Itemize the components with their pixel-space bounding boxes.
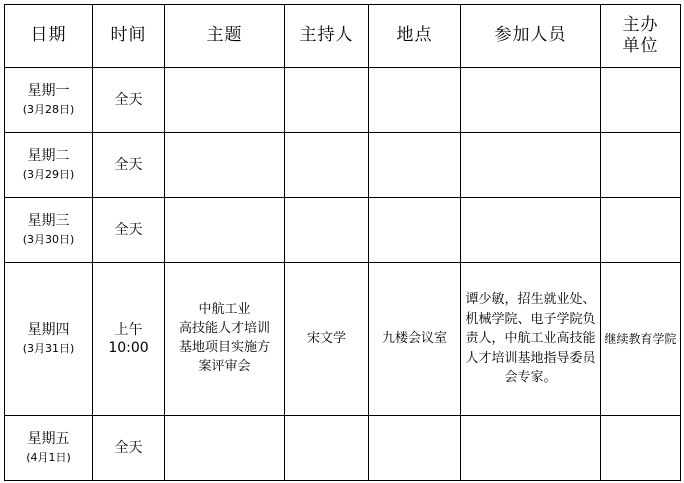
- date-calendar: (3月29日): [22, 168, 75, 182]
- table-row: [5, 416, 681, 481]
- cell-organizer: [601, 416, 681, 481]
- weekly-schedule-table: [4, 4, 681, 481]
- topic-line-2: 高技能人才培训: [178, 321, 270, 337]
- column-header-host: 主持人: [285, 5, 369, 68]
- date-weekday: 星期二: [27, 148, 70, 165]
- column-header-organizer-line1: 主办: [622, 14, 659, 35]
- cell-topic: [165, 68, 285, 133]
- cell-people: 谭少敏，招生就业处、机械学院、电子学院负责人，中航工业高技能人才培训基地指导委员会专家。: [461, 263, 601, 416]
- date-weekday: 星期一: [27, 83, 70, 100]
- table-body: [5, 68, 681, 481]
- cell-host: [285, 68, 369, 133]
- cell-date: [5, 133, 93, 198]
- time-line-1: 全天: [114, 156, 143, 173]
- cell-organizer: [601, 68, 681, 133]
- cell-organizer: [601, 198, 681, 263]
- cell-host: 宋文学: [285, 263, 369, 416]
- date-calendar: (3月30日): [22, 233, 75, 247]
- column-header-organizer: [601, 5, 681, 68]
- cell-place: [369, 68, 461, 133]
- cell-date: [5, 198, 93, 263]
- cell-time: [93, 263, 165, 416]
- cell-place: [369, 416, 461, 481]
- cell-topic: [165, 133, 285, 198]
- cell-people: [461, 416, 601, 481]
- date-calendar: (3月31日): [22, 342, 75, 356]
- cell-host: [285, 198, 369, 263]
- cell-date: [5, 68, 93, 133]
- cell-place: 九楼会议室: [369, 263, 461, 416]
- cell-people: [461, 68, 601, 133]
- time-line-2: 10:00: [108, 340, 149, 356]
- table-row: [5, 263, 681, 416]
- date-calendar: (4月1日): [26, 451, 71, 465]
- cell-topic: [165, 416, 285, 481]
- topic-line-4: 案评审会: [198, 358, 251, 374]
- column-header-place: 地点: [369, 5, 461, 68]
- table-header-row: [5, 5, 681, 68]
- cell-organizer: [601, 133, 681, 198]
- cell-place: [369, 198, 461, 263]
- cell-people: [461, 198, 601, 263]
- time-line-1: 全天: [114, 439, 143, 456]
- column-header-date: 日期: [5, 5, 93, 68]
- cell-host: [285, 133, 369, 198]
- cell-host: [285, 416, 369, 481]
- cell-time: [93, 68, 165, 133]
- cell-topic: [165, 198, 285, 263]
- cell-place: [369, 133, 461, 198]
- cell-time: [93, 133, 165, 198]
- column-header-organizer-line2: 单位: [622, 36, 659, 56]
- topic-line-1: 中航工业: [198, 302, 251, 318]
- cell-date: [5, 416, 93, 481]
- cell-people: [461, 133, 601, 198]
- cell-topic: [165, 263, 285, 416]
- topic-line-3: 基地项目实施方: [178, 340, 270, 355]
- time-line-1: 全天: [114, 221, 143, 238]
- table-row: [5, 198, 681, 263]
- cell-date: [5, 263, 93, 416]
- table-row: [5, 133, 681, 198]
- column-header-topic: 主题: [165, 5, 285, 68]
- date-weekday: 星期三: [27, 213, 70, 230]
- cell-organizer: 继续教育学院: [601, 263, 681, 416]
- cell-time: [93, 416, 165, 481]
- table-header: [5, 5, 681, 68]
- time-line-1: 上午: [114, 321, 143, 338]
- cell-time: [93, 198, 165, 263]
- date-weekday: 星期四: [27, 322, 70, 339]
- date-calendar: (3月28日): [22, 103, 75, 117]
- date-weekday: 星期五: [27, 431, 70, 448]
- column-header-time: 时间: [93, 5, 165, 68]
- time-line-1: 全天: [114, 91, 143, 108]
- table-row: [5, 68, 681, 133]
- column-header-people: 参加人员: [461, 5, 601, 68]
